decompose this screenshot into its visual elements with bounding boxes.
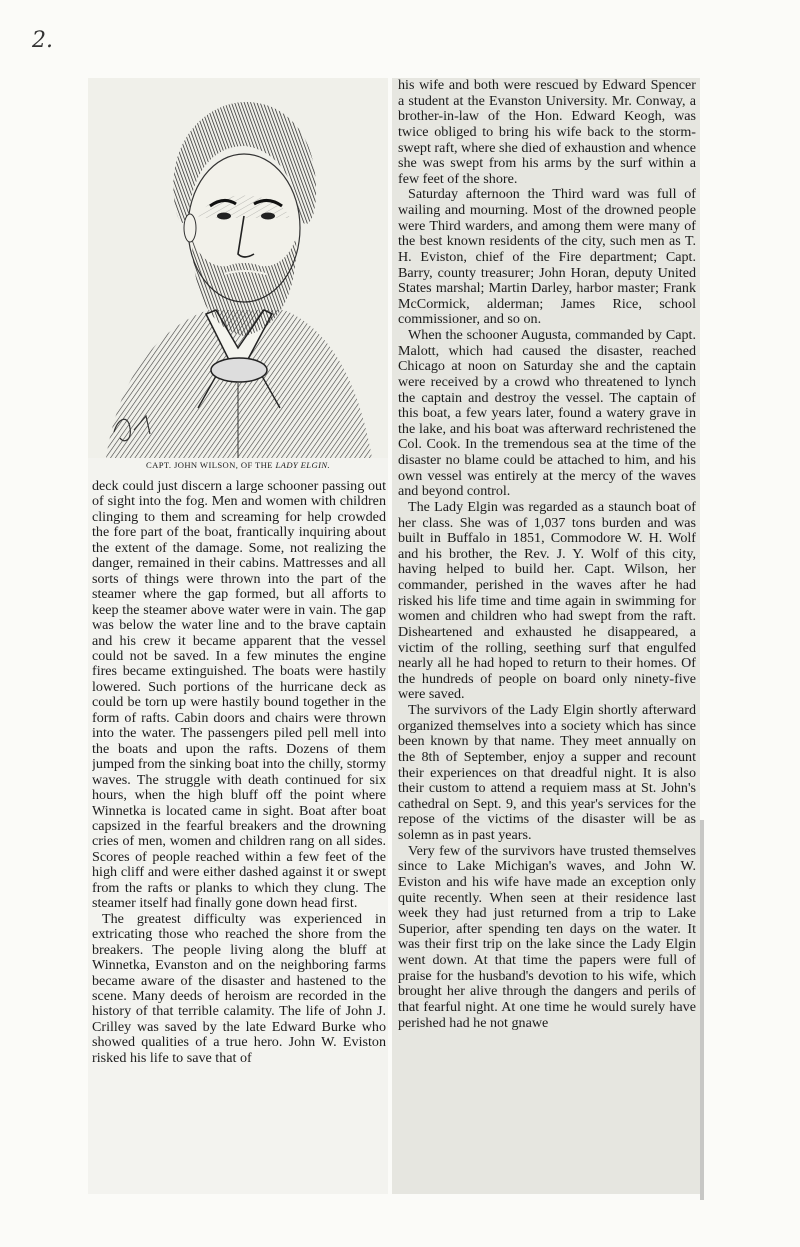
right-paragraph-2: Saturday afternoon the Third ward was full of wailing and mourning. Most of the drowned people were Third warders, and among them were many of the best known residents of the city, such men as T. H. Eviston, chief of the Fire department; Capt. Barry, county treasurer; John Horan, deputy United States marshal; Martin Darley, harbor master; Frank McCormick, alderman; James Rice, school commissioner, and so on.	[398, 186, 696, 328]
portrait-engraving	[88, 78, 388, 458]
left-paragraph-2: The greatest difficulty was experienced in extricating those who reached the shore from the breakers. The people living along the bluff at Winnetka, Evanston and on the neighboring farms became aware of the disaster and hastened to the scene. Many deeds of heroism are recorded in the history of that terrible calamity. The life of John J. Crilley was saved by the late Edward Burke who showed qualities of a true hero. John W. Eviston risked his life to save that of	[92, 910, 386, 1066]
engraved-portrait-icon	[88, 78, 388, 458]
portrait-caption	[88, 460, 388, 470]
left-column-text	[92, 479, 386, 1189]
left-paragraph-1: deck could just discern a large schooner passing out of sight into the fog. Men and women with children clinging to them and screaming for help crowded the fore part of the boat, frantically inquiring about the extent of the damage. Some, not realizing the danger, remained in their cabins. Mattresses and all sorts of things were thrown into the part of the steamer where the gap formed, but all afforts to keep the steamer above water were in vain. The gap was below the water line and to the brave captain and his crew it became apparent that the vessel could not be saved. In a few minutes the engine fires became extinguished. The boats were hastily lowered. Such portions of the hurricane deck as could be torn up were hastily bound together in the form of rafts. Cabin doors and chairs were thrown into the water. The passengers piled pell mell into the boats and upon the rafts. Dozens of them jumped from the sinking boat into the chilly, stormy waves. The struggle with death continued for six hours, when the high bluff off the point where Winnetka is located came in sight. Boat after boat capsized in the fearful breakers and the drowning cries of men, women and children rang on all sides. Scores of people reached within a few feet of the high cliff and were either dashed against it or swept from the rafts or planks to which they clung. The steamer itself had finally gone down head first.	[92, 479, 386, 912]
left-column	[88, 78, 388, 1194]
right-paragraph-1: his wife and both were rescued by Edward Spencer a student at the Evanston University. Mr. Conway, a brother-in-law of the Hon. Edward Keogh, was twice obliged to bring his wife back to the storm-swept raft, where she died of exhaustion and whence she was swept from his arms by the surf within a few feet of the shore.	[398, 78, 696, 187]
right-paragraph-5: The survivors of the Lady Elgin shortly afterward organized themselves into a society which has since been known by that name. They meet annually on the 8th of September, enjoy a supper and recount their experiences on that dreadful night. It is also their custom to attend a requiem mass at St. John's cathedral on Sept. 9, and this year's services for the repose of the victims of the disaster will be as solemn as in past years.	[398, 702, 696, 843]
right-paragraph-6: Very few of the survivors have trusted themselves since to Lake Michigan's waves, and John W. Eviston and his wife have made an exception only quite recently. When seen at their residence last week they had just returned from a trip to Lake Superior, after spending ten days on the water. It was their first trip on the lake since the Lady Elgin went down. At that time the papers were full of praise for the husband's devotion to his wife, which brought her alive through the dangers and perils of that fearful night. At one time he would surely have perished had he not gnawe	[398, 842, 696, 1031]
caption-vessel: LADY ELGIN.	[275, 460, 331, 470]
caption-name: CAPT. JOHN WILSON, OF THE	[145, 460, 276, 470]
right-paragraph-3: When the schooner Augusta, commanded by Capt. Malott, which had caused the disaster, reached Chicago at noon on Saturday she and the captain were received by a crowd who threatened to lynch the captain and destroy the vessel. The captain of this boat, a few years later, found a watery grave in the lake, and his boat was afterward rechristened the Col. Cook. In the tremendous sea at the time of the disaster no blame could be attached to him, and his own vessel was entirely at the mercy of the waves and beyond control.	[398, 327, 696, 500]
right-column-text	[398, 78, 696, 1194]
right-paragraph-4: The Lady Elgin was regarded as a staunch boat of her class. She was of 1,037 tons burden and was built in Buffalo in 1851, Commodore W. H. Wolf and his brother, the Rev. J. Y. Wolf of this city, having helped to build her. Capt. Wilson, her commander, perished in the waves after he had risked his life time and time again in swimming for women and children who had swept from the raft. Disheartened and exhausted he disappeared, a victim of the rolling, seething surf that engulfed nearly all he had hoped to return to their homes. Of the hundreds of people on board only ninety-five were saved.	[398, 498, 696, 703]
right-column	[392, 78, 700, 1194]
handwritten-page-number: 2.	[32, 28, 53, 53]
clipping-edge-shadow	[700, 820, 704, 1200]
